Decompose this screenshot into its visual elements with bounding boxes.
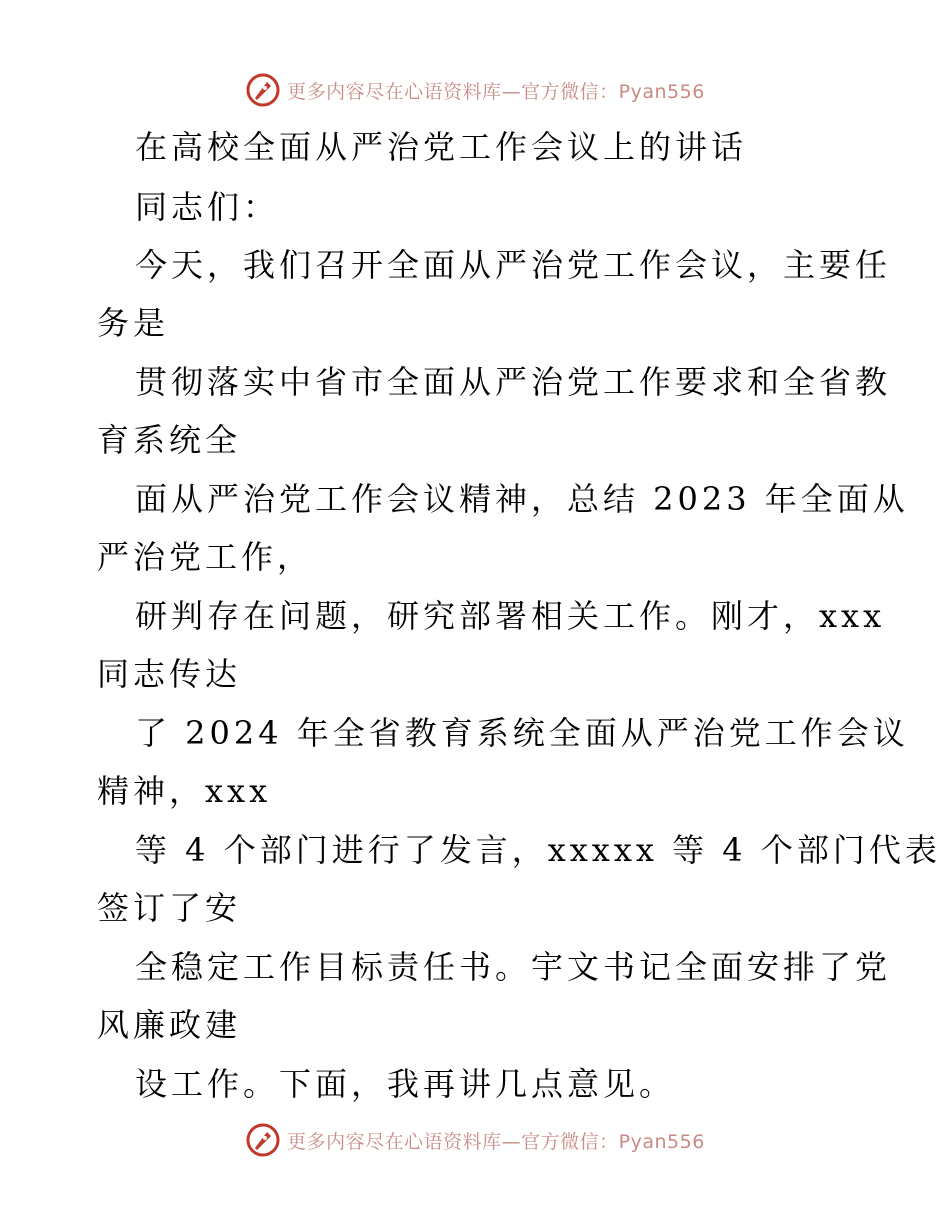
watermark-text: 更多内容尽在心语资料库—官方微信：Pyan556 [287, 1130, 705, 1153]
paragraph-line: 设工作。下面，我再讲几点意见。 [135, 1065, 676, 1103]
salutation: 同志们： [135, 188, 280, 226]
paragraph-line: 风廉政建 [97, 1006, 242, 1044]
paragraph-line: 贯彻落实中省市全面从严治党工作要求和全省教 [135, 363, 892, 401]
paragraph-line: 今天，我们召开全面从严治党工作会议，主要任 [135, 246, 892, 284]
document-title: 在高校全面从严治党工作会议上的讲话 [135, 128, 748, 166]
paragraph-line: 等 4 个部门进行了发言，xxxxx 等 4 个部门代表 [135, 831, 941, 869]
paragraph-line: 研判存在问题，研究部署相关工作。刚才，xxx [135, 597, 886, 635]
paragraph-line: 签订了安 [97, 889, 242, 927]
paragraph-line: 了 2024 年全省教育系统全面从严治党工作会议 [135, 714, 909, 752]
paragraph-line: 面从严治党工作会议精神，总结 2023 年全面从 [135, 480, 909, 518]
watermark-footer [0, 1120, 950, 1160]
paragraph-line: 精神，xxx [97, 772, 272, 810]
paragraph-line: 全稳定工作目标责任书。宇文书记全面安排了党 [135, 948, 892, 986]
paragraph-line: 育系统全 [97, 421, 242, 459]
pen-nib-logo-icon [245, 72, 281, 108]
paragraph-line: 务是 [97, 304, 170, 342]
paragraph-line: 严治党工作， [97, 538, 314, 576]
paragraph-line: 同志传达 [97, 655, 242, 693]
pen-nib-logo-icon [245, 1122, 281, 1158]
watermark-text: 更多内容尽在心语资料库—官方微信：Pyan556 [287, 80, 705, 103]
watermark-header [0, 70, 950, 110]
